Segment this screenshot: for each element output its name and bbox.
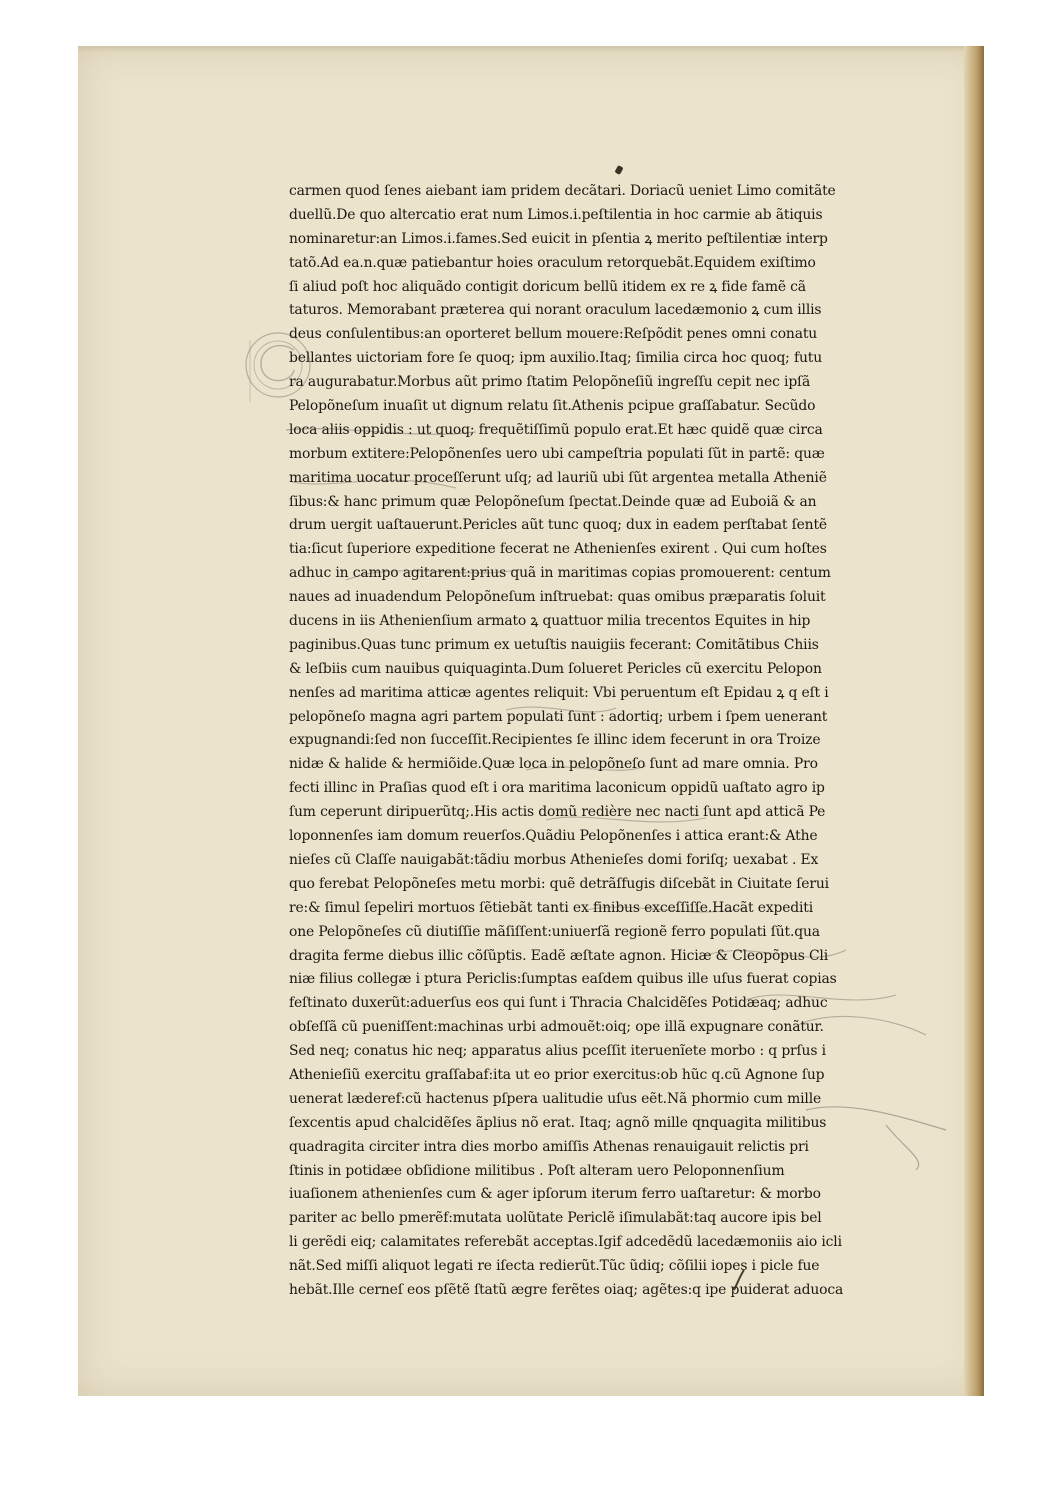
text-line: quo ferebat Pelopõneſes metu morbi: quẽ detrãſfugis diſcebãt in Ciuitate ſerui bbox=[289, 875, 829, 892]
text-line: expugnandi:ſed non ſucceſſit.Recipientes ſe illinc idem fecerunt in ora Troize bbox=[289, 732, 821, 749]
text-line: one Pelopõneſes cũ diutiſſie mãſiſſent:uniuerſã regionẽ ferro populati ſũt.qua bbox=[289, 923, 820, 940]
page-spine-edge bbox=[964, 46, 984, 1396]
text-line: feſtinato duxerũt:aduerſus eos qui ſunt i Thracia Chalcidẽſes Potidæaq; adhuc bbox=[289, 995, 828, 1012]
text-line: maritima uocatur proceſſerunt uſq; ad lauriũ ubi ſũt argentea metalla Atheniẽ bbox=[289, 469, 827, 486]
text-line: fecti illinc in Praſias quod eſt i ora maritima laconicum oppidũ uaſtato agro ip bbox=[289, 780, 825, 797]
text-line: bellantes uictoriam fore ſe quoq; ipm auxilio.Itaq; ſimilia circa hoc quoq; futu bbox=[289, 350, 822, 367]
text-line: morbum extitere:Pelopõnenſes uero ubi campeſtria populati ſũt in partẽ: quæ bbox=[289, 445, 825, 462]
text-line: loponnenſes iam domum reuerſos.Quãdiu Pelopõnenſes i attica erant:& Athe bbox=[289, 828, 818, 845]
text-line: pariter ac bello pmerẽf:mutata uolũtate Periclẽ iſimulabãt:taq aucore ipis bel bbox=[289, 1210, 822, 1227]
text-line: pelopõneſo magna agri partem populati ſunt : adortiq; urbem i ſpem uenerant bbox=[289, 708, 828, 725]
text-line: tia:ſicut ſuperiore expeditione fecerat ne Athenienſes exirent . Qui cum hoſtes bbox=[289, 541, 827, 558]
text-line: obſeſſã cũ pueniſſent:machinas urbi admouẽt:oiq; ope illã expugnare conãtur. bbox=[289, 1019, 824, 1036]
text-line: paginibus.Quas tunc primum ex uetuſtis nauigiis fecerant: Comitãtibus Chiis bbox=[289, 636, 819, 653]
text-line: ſi aliud poſt hoc aliquãdo contigit doricum bellũ itidem ex re ꝝ fide famẽ cã bbox=[289, 278, 806, 295]
text-line: ſibus:& hanc primum quæ Pelopõneſum ſpectat.Deinde quæ ad Euboiã & an bbox=[289, 493, 817, 510]
text-line: ſum ceperunt diripuerũtq;.His actis domũ redière nec nacti ſunt apd atticã Pe bbox=[289, 804, 826, 821]
text-line: uenerat læderef:cũ hactenus pſpera ualitudie uſus eẽt.Nã phormio cum mille bbox=[289, 1090, 822, 1107]
text-line: iuaſionem athenienſes cum & ager ipſorum iterum ferro uaſtaretur: & morbo bbox=[289, 1186, 821, 1203]
text-line: li gerẽdi eiq; calamitates referebãt acceptas.Igif adcedẽdũ lacedæmoniis aio icli bbox=[289, 1234, 842, 1251]
text-line: Sed neq; conatus hic neq; apparatus alius pceſſit iteruenĩete morbo : q prſus i bbox=[289, 1043, 826, 1060]
text-line: & leſbiis cum nauibus quiquaginta.Dum ſolueret Pericles cũ exercitu Pelopon bbox=[289, 660, 822, 677]
text-line: duellũ.De quo altercatio erat num Limos.i.peſtilentia in hoc carmie ab ãtiquis bbox=[289, 206, 823, 223]
text-line: deus conſulentibus:an oporteret bellum mouere:Reſpõdit penes omni conatu bbox=[289, 326, 818, 343]
text-line: carmen quod ſenes aiebant iam pridem decãtari. Doriacũ ueniet Limo comitãte bbox=[289, 183, 836, 199]
text-line: ſtinis in potidæe obſidione militibus . Poſt alteram uero Peloponnenſium bbox=[289, 1162, 785, 1179]
text-line: nãt.Sed miſſi aliquot legati re iſecta redierũt.Tũc ũdiq; cõſilii iopes i picle fue bbox=[289, 1258, 820, 1275]
text-line: adhuc in campo agitarent:prius quã in maritimas copias promouerent: centum bbox=[289, 565, 831, 582]
text-line: ſexcentis apud chalcidẽſes ãplius nõ erat. Itaq; agnõ mille qnquagita militibus bbox=[289, 1114, 827, 1131]
text-line: loca aliis oppidis : ut quoq; frequẽtiſſimũ populo erat.Et hæc quidẽ quæ circa bbox=[289, 421, 823, 438]
text-line: ra augurabatur.Morbus aũt primo ſtatim Pelopõneſiũ ingreſſu cepit nec ipſã bbox=[289, 374, 811, 391]
incunable-text-block bbox=[289, 180, 949, 1303]
text-line: re:& ſimul ſepeliri mortuos ſẽtiebãt tanti ex finibus exceſſiſſe.Hacãt expediti bbox=[289, 899, 814, 916]
text-line: hebãt.Ille cerneſ eos pſẽtẽ ſtatũ ægre ferẽtes oiaq; agẽtes:q ipe puiderat aduoca bbox=[289, 1281, 844, 1298]
text-line: Athenieſiũ exercitu graſſabaf:ita ut eo prior exercitus:ob hũc q.cũ Agnone ſup bbox=[289, 1066, 825, 1083]
text-line: tatõ.Ad ea.n.quæ patiebantur hoies oraculum retorquebãt.Equidem exiſtimo bbox=[289, 254, 816, 271]
text-line: nieſes cũ Claſſe nauigabãt:tãdiu morbus Athenieſes domi foriſq; uexabat . Ex bbox=[289, 851, 819, 868]
text-line: nidæ & halide & hermiõide.Quæ loca in pelopõneſo ſunt ad mare omnia. Pro bbox=[289, 756, 818, 773]
text-line: nominaretur:an Limos.i.fames.Sed euicit in pſentia ꝝ merito peſtilentiæ interp bbox=[289, 230, 828, 247]
text-line: Pelopõneſum inuaſit ut dignum relatu ſit.Athenis pcipue graſſabatur. Secũdo bbox=[289, 398, 816, 415]
text-line: naues ad inuadendum Pelopõneſum inſtruebat: quas omibus præparatis ſoluit bbox=[289, 589, 826, 606]
text-line: ducens in iis Athenienſium armato ꝝ quattuor milia trecentos Equites in hip bbox=[289, 613, 811, 630]
text-line: niæ filius collegæ i ptura Periclis:ſumptas eaſdem quibus ille uſus fuerat copias bbox=[289, 971, 837, 988]
text-line: nenſes ad maritima atticæ agentes reliquit: Vbi peruentum eſt Epidau ꝝ q eſt i bbox=[289, 684, 829, 701]
text-line: dragita ferme diebus illic cõſũptis. Eadẽ æſtate agnon. Hiciæ & Cleopõpus Cli bbox=[289, 947, 829, 964]
text-line: taturos. Memorabant præterea qui norant oraculum lacedæmonio ꝝ cum illis bbox=[289, 302, 822, 319]
text-line: drum uergit uaſtauerunt.Pericles aũt tunc quoq; dux in eadem perſtabat ſentẽ bbox=[289, 517, 827, 534]
page-top-edge bbox=[78, 46, 984, 52]
text-line: quadragita circiter intra dies morbo amiſſis Athenas renauigauit relictis pri bbox=[289, 1138, 809, 1155]
